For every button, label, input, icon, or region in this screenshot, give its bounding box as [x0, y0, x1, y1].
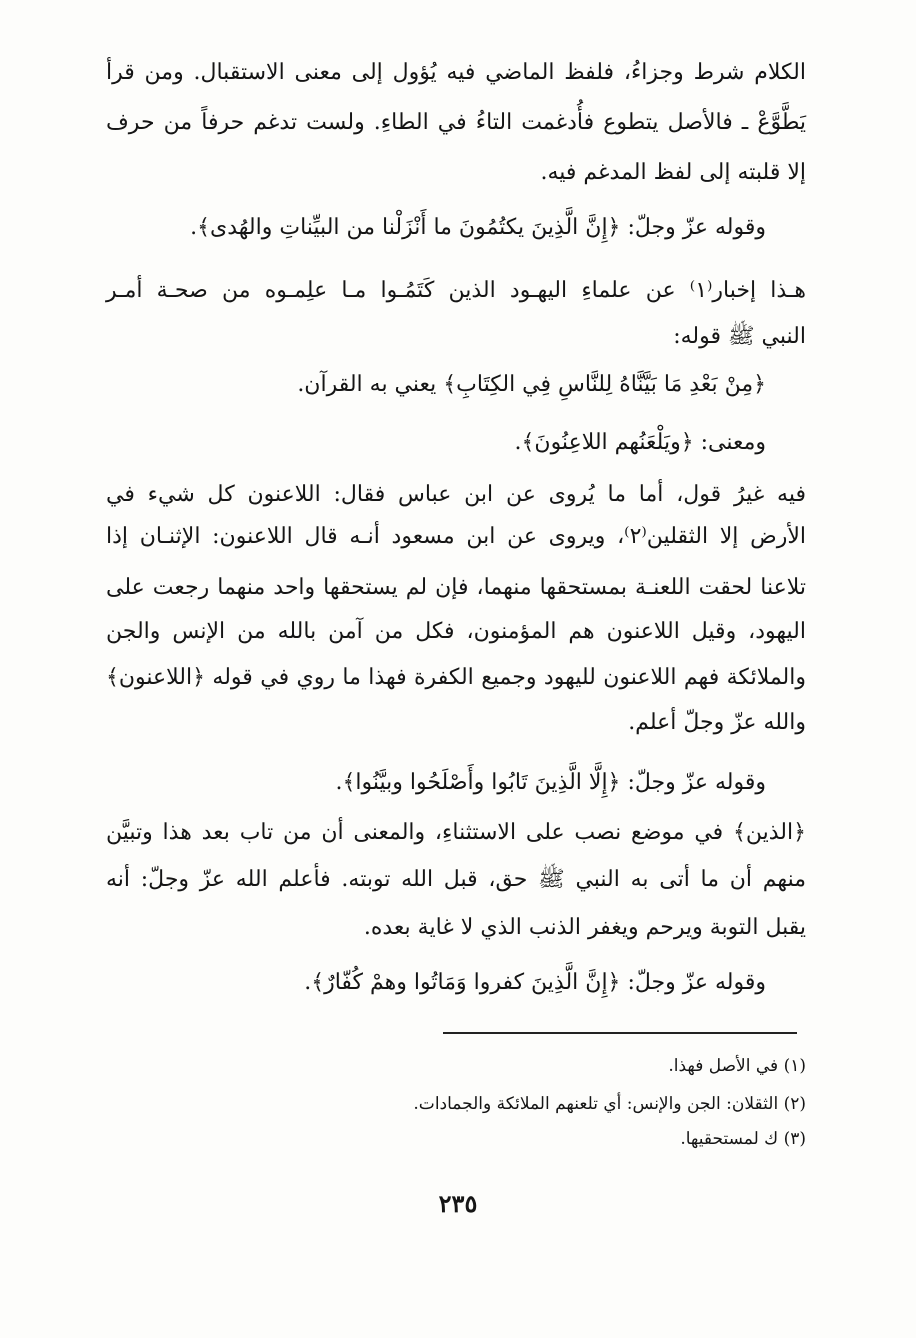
- text-line: الكلام شرط وجزاءُ، فلفظ الماضي فيه يُؤول إلى معنى الاستقبال. ومن قرأ: [106, 60, 806, 85]
- text-line: يَطَّوَّعْ ـ فالأصل يتطوع فأُدغمت التاءُ في الطاءِ. ولست تدغم حرفاً من حرف: [106, 110, 806, 135]
- verse-line: وقوله عزّ وجلّ: ﴿إِنَّ الَّذِينَ كفروا وَمَاتُوا وهمْ كُفّارٌ﴾.: [304, 970, 766, 995]
- footnote: (٣) ك لمستحقيها.: [680, 1129, 806, 1149]
- verse-line: وقوله عزّ وجلّ: ﴿إِنَّ الَّذِينَ يكتُمُونَ ما أَنْزَلْنا من البيِّناتِ والهُدى﴾.: [190, 215, 766, 240]
- text-line: هـذا إخبار⁽١⁾ عن علماءِ اليهـود الذين كَتَمُـوا مـا علِمـوه من صحـة أمـر: [106, 278, 807, 303]
- verse-line: ﴿مِنْ بَعْدِ مَا بَيَّنَّاهُ لِلنَّاسِ فِي الكِتَابِ﴾ يعني به القرآن.: [297, 372, 766, 397]
- text-line: ﴿الذين﴾ في موضع نصب على الاستثناءِ، والمعنى أن من تاب بعد هذا وتبيَّن: [106, 820, 806, 845]
- text-line: والله عزّ وجلّ أعلم.: [628, 710, 806, 735]
- footnote: (١) في الأصل فهذا.: [668, 1056, 806, 1076]
- footnote-divider: [443, 1032, 797, 1034]
- verse-line: ومعنى: ﴿ويَلْعَنُهم اللاعِنُونَ﴾.: [514, 430, 766, 455]
- text-line: والملائكة فهم اللاعنون لليهود وجميع الكفرة فهذا ما روي في قوله ﴿اللاعنون﴾: [106, 665, 806, 690]
- text-line: إلا قلبته إلى لفظ المدغم فيه.: [540, 160, 806, 185]
- text-line: اليهود، وقيل اللاعنون هم المؤمنون، فكل من آمن بالله من الإنس والجن: [106, 619, 806, 644]
- text-line: يقبل التوبة ويرحم ويغفر الذنب الذي لا غاية بعده.: [363, 915, 806, 940]
- text-line: الأرض إلا الثقلين⁽٢⁾، ويروى عن ابن مسعود أنـه قال اللاعنون: الإثنـان إذا: [106, 524, 806, 549]
- page-number: ٢٣٥: [438, 1189, 478, 1218]
- text-line: النبي ﷺ قوله:: [673, 324, 806, 349]
- text-line: تلاعنا لحقت اللعنـة بمستحقها منهما، فإن لم يستحقها واحد منهما رجعت على: [106, 575, 806, 600]
- text-line: فيه غيرُ قول، أما ما يُروى عن ابن عباس فقال: اللاعنون كل شيء في: [106, 482, 806, 507]
- text-line: منهم أن ما أتى به النبي ﷺ حق، قبل الله توبته. فأعلم الله عزّ وجلّ: أنه: [106, 867, 806, 892]
- footnote: (٢) الثقلان: الجن والإنس: أي تلعنهم الملائكة والجمادات.: [413, 1094, 806, 1114]
- verse-line: وقوله عزّ وجلّ: ﴿إِلَّا الَّذِينَ تَابُوا وأَصْلَحُوا وبيَّنُوا﴾.: [335, 770, 766, 795]
